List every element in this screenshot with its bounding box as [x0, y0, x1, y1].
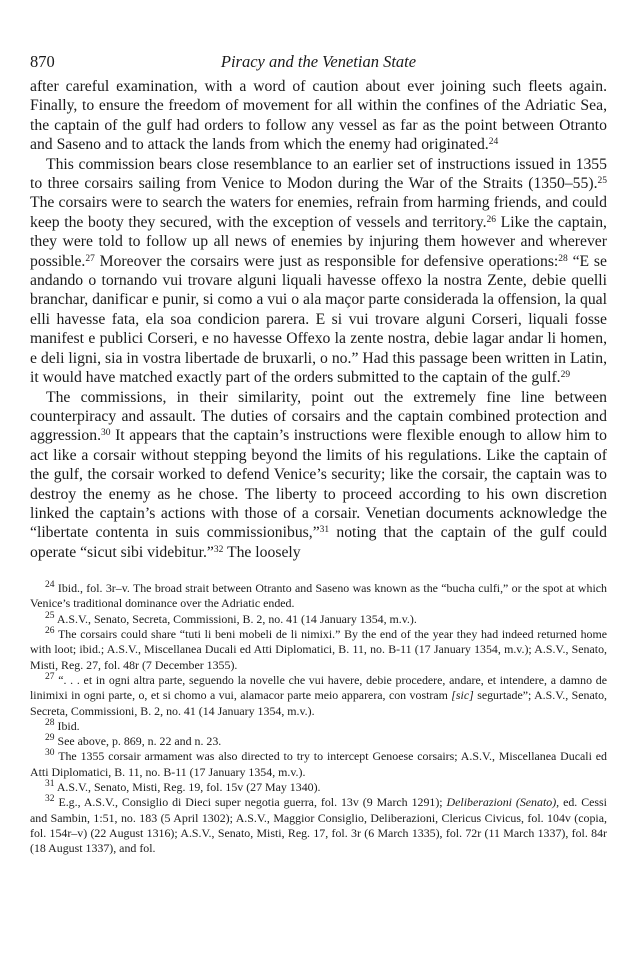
footnote	[30, 612, 607, 627]
footnote-reference: 26	[486, 214, 497, 225]
italic-text: [sic]	[451, 688, 474, 703]
text-run: noting that the captain of the gulf could operate “sicut sibi videbitur.”	[30, 524, 607, 561]
footnote	[30, 673, 607, 719]
text-run: A.S.V., Senato, Secreta, Commissioni, B. 2, no. 41 (14 January 1354, m.v.).	[56, 611, 417, 626]
footnotes	[30, 581, 607, 856]
footnote-number: 27	[45, 671, 55, 682]
footnote	[30, 780, 607, 795]
body-paragraph	[30, 77, 607, 155]
footnote-reference: 25	[597, 176, 607, 187]
footnote-number: 30	[45, 748, 55, 759]
footnote-number: 31	[45, 779, 55, 790]
text-run: Ibid.	[57, 718, 80, 733]
text-run: See above, p. 869, n. 22 and n. 23.	[57, 734, 222, 749]
text-run: Like the captain, they were told to follow up all news of enemies by injuring them however and wherever possible.	[30, 213, 607, 270]
text-run: The commissions, in their similarity, point out the extremely fine line between counterpiracy and assault. The duties of corsairs and the captain combined protection and aggression.	[30, 388, 607, 445]
text-run: “E se andando o tornando vui trovare alguni liquali havesse offexo la nostra Zente, debie quelli branchar, danificar e punir, si como a vui o ala maçor parte considerada la offension, la qual elli havesse fata, ela soa condicion parera. E si vui trovare alguni Corseri, liquali fosse manifest e publici Corseri, e no havesse Offexo la zente nostra, debie lagar andar li homen, e deli ligni, sia in vostra libertade de bruxarli, o no.” Had this passage been written in Latin, it would have matched exactly part of the orders submitted to the captain of the gulf.	[30, 252, 607, 387]
footnote-reference: 28	[558, 253, 568, 264]
text-run: Moreover the corsairs were just as responsible for defensive operations:	[94, 252, 559, 270]
italic-text: Deliberazioni (Senato),	[446, 795, 560, 810]
body-paragraph	[30, 388, 607, 563]
text-run: This commission bears close resemblance to an earlier set of instructions issued in 1355 to three corsairs sailing from Venice to Modon during the War of the Straits (1350–55).	[30, 155, 607, 193]
footnote-reference: 24	[488, 137, 499, 148]
body-text	[30, 77, 607, 562]
page-number: 870	[30, 52, 55, 71]
footnote-reference: 31	[319, 525, 330, 536]
footnote-reference: 29	[560, 370, 571, 381]
footnote-number: 24	[45, 580, 55, 591]
text-run: after careful examination, with a word of caution about ever joining such fleets again. Finally, to ensure the freedom of movement for all within the confines of the Adriatic Sea, the captain of the gulf had orders to follow any vessel as far as the point between Otranto and Saseno and to attack the lands from which the enemy had originated.	[30, 78, 607, 154]
text-run: The corsairs could share “tuti li beni mobeli de li nimixi.” By the end of the year they had indeed returned home with loot; ibid.; A.S.V., Miscellanea Ducali ed Atti Diplomatici, B. 11, no. B-11 (17 January 1354, m.v.); A.S.V., Senato, Misti, Reg. 27, fol. 48r (7 December 1355).	[30, 627, 607, 672]
footnote-number: 28	[45, 717, 55, 728]
footnote-number: 25	[45, 610, 55, 621]
footnote-number: 32	[45, 794, 55, 805]
footnote	[30, 719, 607, 734]
page-header	[30, 52, 607, 72]
text-run: “. . . et in ogni altra parte, seguendo la novelle che vui havere, debie procedere, andare, et intendere, a damno de linimixi in ogni parte, o, et si chomo a vui, alamacor parte meio apparera, con vostram	[30, 672, 607, 703]
footnote-reference: 27	[85, 253, 95, 264]
footnote	[30, 749, 607, 780]
text-run: segurtade”; A.S.V., Senato, Secreta, Commissioni, B. 2, no. 41 (14 January 1354, m.v.).	[30, 688, 608, 718]
text-run: E.g., A.S.V., Consiglio di Dieci super negotia guerra, fol. 13v (9 March 1291);	[58, 795, 447, 810]
text-run: ed. Cessi and Sambin, 1:51, no. 183 (5 April 1302); A.S.V., Maggior Consiglio, Deliberazioni, Clericus Civicus, fol. 104v (copia, fol. 154r–v) (22 August 1316); A.S.V., Senato, Misti, Reg. 17, fol. 3r (6 March 1335), fol. 72r (11 March 1337), fol. 84r (18 August 1337), and fol.	[30, 795, 607, 856]
running-title: Piracy and the Venetian State	[220, 52, 417, 71]
footnote-number: 29	[45, 733, 55, 744]
footnote	[30, 627, 607, 673]
footnote-number: 26	[45, 626, 55, 637]
footnote	[30, 734, 607, 749]
footnote	[30, 795, 607, 856]
text-run: The corsairs were to search the waters for enemies, refrain from harming friends, and could keep the booty they secured, with the exception of vessels and territory.	[30, 194, 607, 231]
text-run: The 1355 corsair armament was also directed to try to intercept Genoese corsairs; A.S.V., Miscellanea Ducali ed Atti Diplomatici, B. 11, no. B-11 (17 January 1354, m.v.).	[30, 749, 607, 779]
text-run: A.S.V., Senato, Misti, Reg. 19, fol. 15v (27 May 1340).	[56, 780, 321, 795]
text-run: It appears that the captain’s instructions were flexible enough to allow him to act like a corsair without stepping beyond the limits of his regulations. Like the captain of the gulf, the corsair worked to defend Venice’s security; like the corsair, the captain was to destroy the enemy as he chose. The liberty to proceed according to his own discretion linked the captain’s actions with those of a corsair. Venetian documents acknowledge the “libertate contenta in suis commissionibus,”	[30, 427, 607, 542]
text-run: Ibid., fol. 3r–v. The broad strait between Otranto and Saseno was known as the “bucha culfi,” or the spot at which Venice’s traditional dominance over the Adriatic ended.	[30, 581, 607, 611]
text-run: The loosely	[223, 543, 301, 561]
footnote-reference: 32	[213, 544, 224, 555]
footnote-reference: 30	[101, 428, 111, 439]
footnote	[30, 581, 607, 612]
body-paragraph	[30, 155, 607, 388]
